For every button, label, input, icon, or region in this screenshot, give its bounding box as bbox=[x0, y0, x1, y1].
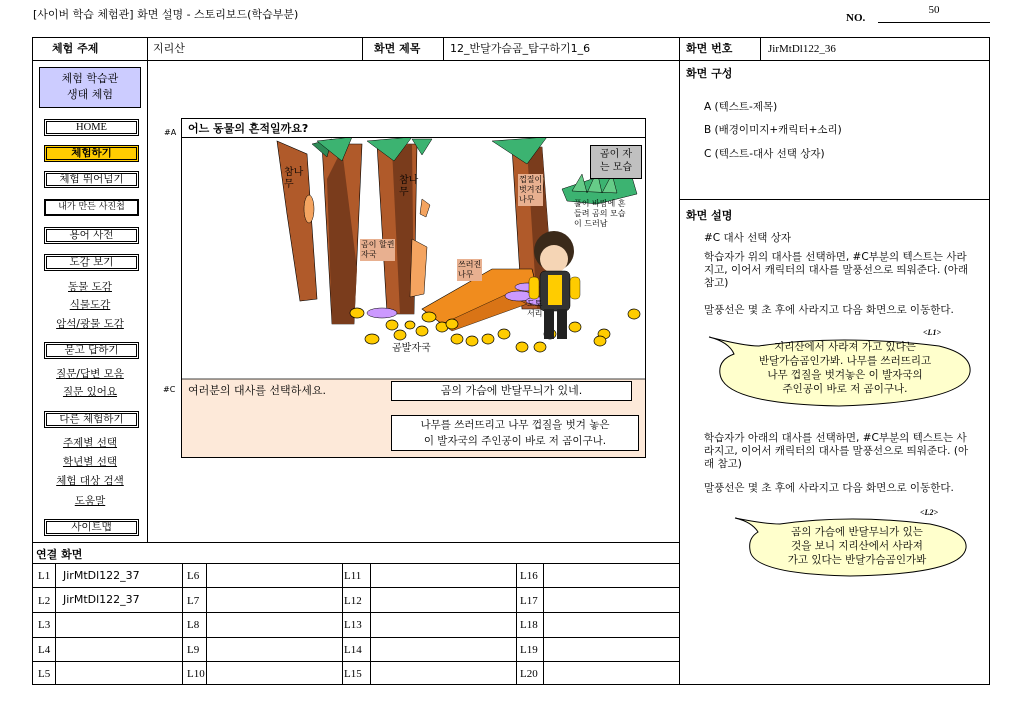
link-id: L20 bbox=[520, 668, 538, 680]
link-target[interactable]: JirMtDl122_37 bbox=[63, 569, 140, 582]
nav-my-photos-button[interactable]: 내가 만든 사진첩 bbox=[44, 199, 139, 216]
nav-animal-guide-link[interactable]: 동물 도감 bbox=[68, 281, 112, 293]
speech-bubble-2-text: 곰의 가슴에 반달무늬가 있는 것을 보니 지리산에서 사라져 가고 있다는 반달가슴곰인가봐 bbox=[787, 526, 927, 566]
link-id: L3 bbox=[38, 619, 51, 631]
divider bbox=[55, 563, 56, 685]
nav-glossary-button[interactable]: 용어 사전 bbox=[44, 227, 139, 244]
label-bear-footprints: 곰발자국 bbox=[392, 343, 431, 354]
divider bbox=[182, 563, 183, 685]
divider bbox=[516, 563, 517, 685]
link-id: L2 bbox=[38, 595, 51, 607]
document-header-title: [사이버 학습 체험관] 화면 설명 - 스토리보드(학습부분) bbox=[33, 8, 299, 21]
link-id: L17 bbox=[520, 595, 538, 607]
link-id: L14 bbox=[344, 644, 362, 656]
nav-search-link[interactable]: 체험 대상 검색 bbox=[56, 475, 124, 487]
divider bbox=[342, 563, 343, 685]
link-id: L13 bbox=[344, 619, 362, 631]
label-sleeping-bear-box: 곰이 자 는 모습 bbox=[590, 145, 642, 179]
link-id: L15 bbox=[344, 668, 362, 680]
label-fallen-tree: 쓰러진 나무 bbox=[458, 260, 482, 279]
composition-title: 화면 구성 bbox=[686, 67, 733, 80]
screen-title-label: 화면 제목 bbox=[374, 42, 421, 55]
nav-qa-collection-link[interactable]: 질문/답변 모음 bbox=[56, 368, 124, 380]
nav-ask-link[interactable]: 질문 있어요 bbox=[62, 386, 118, 398]
screen-number-label: 화면 번호 bbox=[686, 42, 733, 55]
divider bbox=[679, 199, 990, 200]
divider bbox=[443, 37, 444, 60]
speech-bubble-1-text: 지리산에서 사라져 가고 있다는 반달가슴곰인가봐. 나무를 쓰러뜨리고 나무 껍질을 벗겨놓은 이 발자국의 주인공이 바로 저 곰이구나. bbox=[758, 341, 932, 395]
divider bbox=[32, 542, 679, 543]
description-title: 화면 설명 bbox=[686, 209, 733, 222]
nav-qa-button[interactable]: 묻고 답하기 bbox=[44, 342, 139, 359]
marker-c: #C bbox=[163, 385, 176, 394]
composition-b: B (배경이미지+캐릭터+소리) bbox=[704, 124, 842, 136]
nav-other-experience-button[interactable]: 다른 체험하기 bbox=[44, 411, 139, 428]
links-title: 연결 화면 bbox=[36, 548, 83, 561]
label-stripped-bark-tree: 껍질이 벗겨진 나무 bbox=[519, 175, 543, 204]
nav-experience-button[interactable]: 체험하기 bbox=[44, 145, 139, 162]
question-title: 어느 동물의 흔적일까요? bbox=[188, 122, 309, 135]
scene-frame bbox=[181, 118, 646, 458]
description-p4: 말풍선은 몇 초 후에 사라지고 다음 화면으로 이동한다. bbox=[704, 482, 954, 494]
label-oak-tree-1: 참나 무 bbox=[284, 167, 304, 190]
divider bbox=[760, 37, 761, 60]
divider bbox=[32, 612, 679, 613]
link-id: L7 bbox=[187, 595, 200, 607]
divider bbox=[32, 563, 679, 564]
nav-skip-button[interactable]: 체험 뛰어넘기 bbox=[44, 171, 139, 188]
page-number-value: 50 bbox=[878, 0, 990, 23]
link-id: L16 bbox=[520, 570, 538, 582]
divider bbox=[32, 661, 679, 662]
link-id: L9 bbox=[187, 644, 200, 656]
divider bbox=[679, 37, 680, 685]
dialogue-prompt: 여러분의 대사를 선택하세요. bbox=[188, 384, 327, 397]
bubble2-tag: <L2> bbox=[920, 508, 939, 517]
link-id: L12 bbox=[344, 595, 362, 607]
forest-scene-illustration bbox=[182, 119, 646, 458]
nav-home-button[interactable]: HOME bbox=[44, 119, 139, 136]
subject-label: 체험 주제 bbox=[52, 42, 99, 55]
link-id: L1 bbox=[38, 570, 51, 582]
description-p1: 학습자가 위의 대사를 선택하면, #C부분의 텍스트는 사라지고, 이어서 캐릭터의 대사를 말풍선으로 띄워준다. (아래 참고) bbox=[704, 251, 969, 289]
dialogue-choice-2[interactable]: 나무를 쓰러뜨리고 나무 껍질을 벗겨 놓은 이 발자국의 주인공이 바로 저 곰이구나. bbox=[391, 415, 639, 451]
description-p3: 학습자가 아래의 대사를 선택하면, #C부분의 텍스트는 사라지고, 이어서 캐릭터의 대사를 말풍선으로 띄워준다. (아래 참고) bbox=[704, 432, 969, 470]
nav-by-grade-link[interactable]: 학년별 선택 bbox=[62, 456, 118, 468]
label-acorn: 도토 서리 bbox=[527, 299, 543, 318]
nav-plant-guide-link[interactable]: 식물도감 bbox=[69, 299, 111, 311]
link-id: L5 bbox=[38, 668, 51, 680]
nav-encyclopedia-button[interactable]: 도감 보기 bbox=[44, 254, 139, 271]
screen-number-value: JirMtDl122_36 bbox=[768, 43, 836, 55]
divider bbox=[206, 563, 207, 685]
nav-help-link[interactable]: 도움말 bbox=[74, 495, 106, 507]
nav-section-box: 체험 학습관 생태 체험 bbox=[39, 67, 141, 108]
marker-a: #A bbox=[164, 128, 177, 137]
page-number-label: NO. bbox=[846, 12, 866, 24]
divider bbox=[147, 37, 148, 60]
link-id: L19 bbox=[520, 644, 538, 656]
description-subtitle: #C 대사 선택 상자 bbox=[704, 232, 792, 244]
composition-a: A (텍스트-제목) bbox=[704, 101, 778, 113]
divider bbox=[370, 563, 371, 685]
nav-sitemap-button[interactable]: 사이트맵 bbox=[44, 519, 139, 536]
label-grass-reveal: 풀이 바람에 흔 들려 곰의 모습 이 드러남 bbox=[574, 199, 626, 228]
divider bbox=[543, 563, 544, 685]
subject-value: 지리산 bbox=[153, 42, 185, 55]
link-id: L10 bbox=[187, 668, 205, 680]
screen-title-value: 12_반달가슴곰_탐구하기1_6 bbox=[450, 42, 591, 55]
divider bbox=[32, 637, 679, 638]
composition-c: C (텍스트-대사 선택 상자) bbox=[704, 148, 825, 160]
link-id: L18 bbox=[520, 619, 538, 631]
label-oak-tree-2: 참나 무 bbox=[399, 175, 419, 198]
divider bbox=[362, 37, 363, 60]
divider bbox=[147, 60, 148, 542]
divider bbox=[32, 587, 679, 588]
nav-rock-guide-link[interactable]: 암석/광물 도감 bbox=[56, 318, 124, 330]
link-id: L11 bbox=[344, 570, 362, 582]
description-p2: 말풍선은 몇 초 후에 사라지고 다음 화면으로 이동한다. bbox=[704, 304, 954, 316]
link-id: L8 bbox=[187, 619, 200, 631]
dialogue-choice-1[interactable]: 곰의 가슴에 반달무늬가 있네. bbox=[391, 381, 632, 401]
link-id: L6 bbox=[187, 570, 200, 582]
bubble1-tag: <L1> bbox=[923, 328, 942, 337]
nav-by-theme-link[interactable]: 주제별 선택 bbox=[62, 437, 118, 449]
link-id: L4 bbox=[38, 644, 51, 656]
label-bear-scratch: 곰이 할퀸 자국 bbox=[361, 240, 395, 259]
link-target[interactable]: JirMtDl122_37 bbox=[63, 593, 140, 606]
